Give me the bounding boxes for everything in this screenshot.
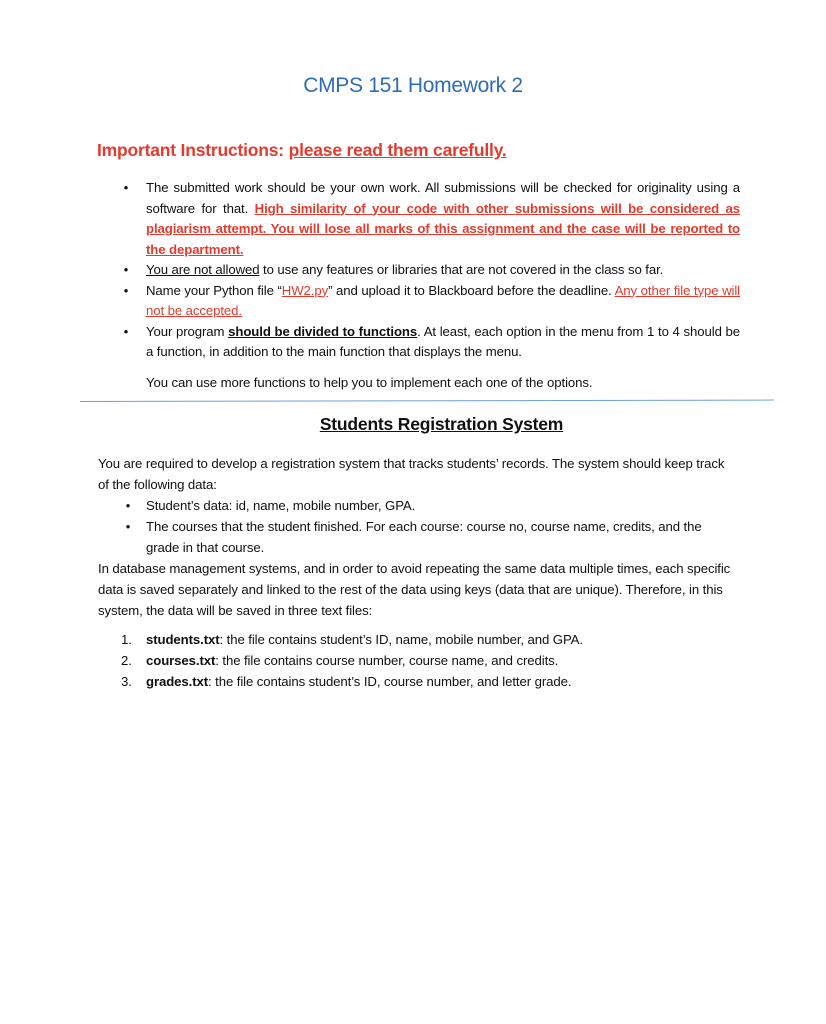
- instruction-item-functions: [120, 322, 740, 363]
- section-divider: [80, 400, 774, 402]
- database-paragraph: In database management systems, and in order to avoid repeating the same data multiple times, each specific data is saved separately and linked to the rest of the data using keys (data that are unique). Therefore, in this system, the data will be saved in three text files:: [98, 561, 731, 618]
- section-body: [98, 453, 738, 621]
- section-heading: Students Registration System: [319, 414, 564, 434]
- file-item-grades: [121, 671, 741, 692]
- bullet-icon: •: [123, 180, 129, 195]
- instruction-item-originality: [120, 178, 740, 260]
- file-name: grades.txt: [146, 674, 209, 689]
- data-item-text: The courses that the student finished. For each course: course no, course name, credits, and the grade in that course.: [146, 519, 702, 555]
- list-number: 3.: [121, 674, 132, 689]
- not-allowed-text: You are not allowed: [146, 262, 260, 277]
- files-list: [121, 629, 741, 692]
- instruction-item-filename: [120, 281, 740, 322]
- plagiarism-warning: High similarity of your code with other submissions will be considered as plagiarism attempt. You will lose all marks of this assignment and the case will be reported to the department.: [146, 200, 740, 257]
- file-name: courses.txt: [146, 653, 216, 668]
- document-title: CMPS 151 Homework 2: [303, 74, 523, 97]
- data-item-courses: [122, 516, 738, 558]
- bullet-icon: •: [123, 282, 129, 298]
- file-item-courses: [121, 650, 741, 671]
- intro-paragraph: You are required to develop a registration system that tracks students’ records. The system should keep track of the following data:: [98, 456, 725, 492]
- bullet-icon: •: [125, 519, 131, 534]
- bullet-icon: •: [123, 323, 129, 339]
- file-item-students: [121, 629, 741, 650]
- bullet-icon: •: [125, 498, 131, 513]
- instructions-heading-prefix: Important Instructions:: [97, 140, 289, 160]
- file-description: : the file contains student’s ID, name, mobile number, and GPA.: [219, 632, 583, 647]
- filename-link[interactable]: HW2.py: [281, 282, 329, 298]
- instructions-list: [120, 178, 740, 363]
- functions-rest: . At least, each option in the menu from 1 to 4 should be a function, in addition to the main function that displays the menu.: [146, 323, 741, 359]
- originality-text: The submitted work should be your own work. All submissions will be checked for originality using a software for that.: [146, 180, 740, 216]
- extra-functions-note: You can use more functions to help you to implement each one of the options.: [146, 375, 593, 390]
- data-item-student: [122, 495, 738, 516]
- bullet-icon: •: [123, 262, 129, 277]
- instructions-heading-emphasis: please read them carefully.: [288, 140, 507, 160]
- instructions-heading: [97, 140, 507, 161]
- functions-requirement: should be divided to functions: [228, 323, 418, 339]
- file-type-warning: Any other file type will not be accepted.: [146, 282, 741, 318]
- not-allowed-rest: to use any features or libraries that are not covered in the class so far.: [259, 262, 664, 277]
- data-item-text: Student’s data: id, name, mobile number, GPA.: [146, 498, 416, 513]
- file-description: : the file contains course number, course name, and credits.: [215, 653, 559, 668]
- file-name: students.txt: [146, 632, 220, 647]
- instruction-item-not-allowed: [120, 260, 740, 281]
- filename-prefix: Name your Python file “: [146, 282, 282, 298]
- list-number: 1.: [121, 632, 132, 647]
- file-description: : the file contains student’s ID, course number, and letter grade.: [208, 674, 572, 689]
- data-list: [98, 495, 738, 558]
- filename-middle: ” and upload it to Blackboard before the deadline.: [328, 282, 615, 298]
- functions-prefix: Your program: [146, 323, 229, 339]
- list-number: 2.: [121, 653, 132, 668]
